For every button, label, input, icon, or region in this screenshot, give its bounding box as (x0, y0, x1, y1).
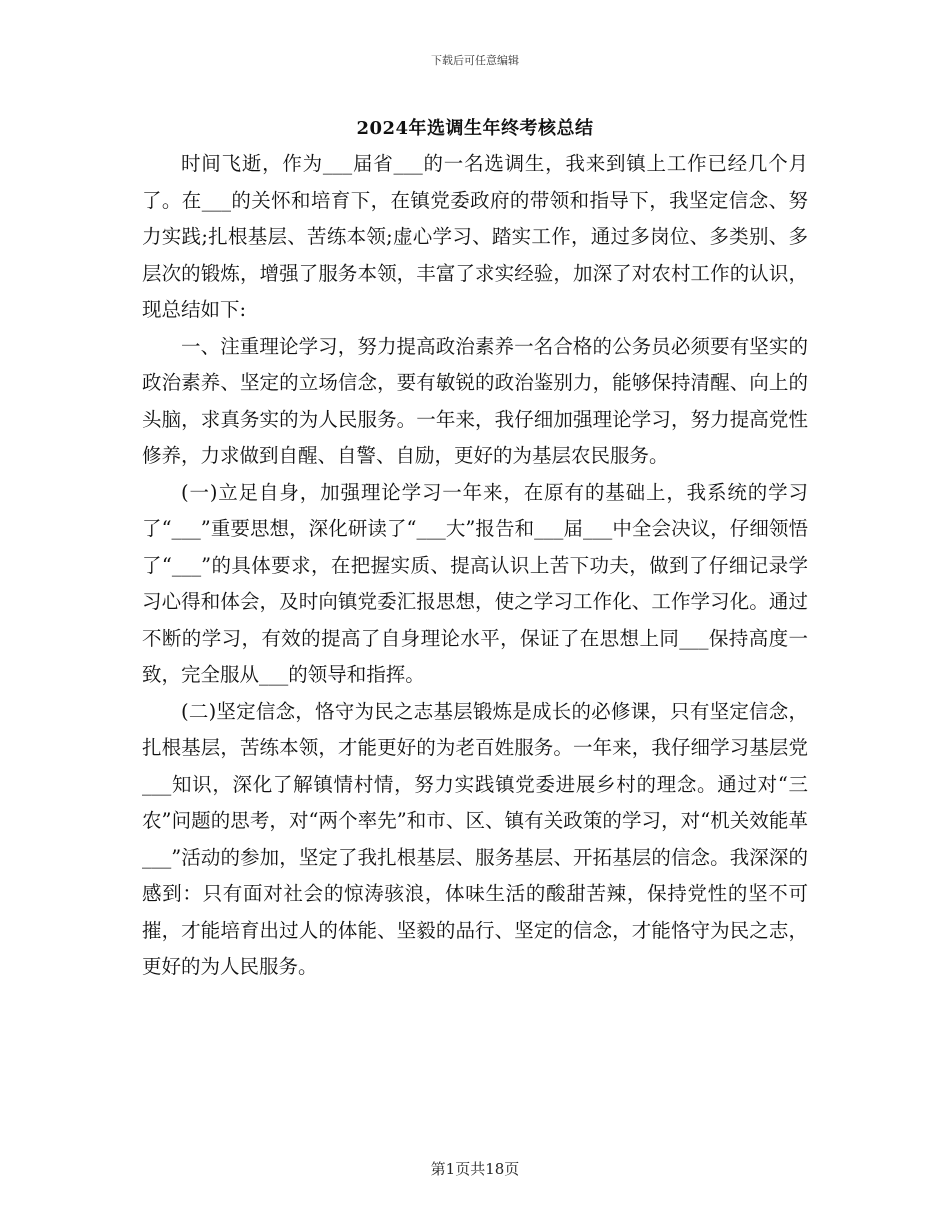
paragraph-subsection-1: (一)立足自身，加强理论学习一年来，在原有的基础上，我系统的学习了“___”重要思想，深化研读了“___大”报告和___届___中全会决议，仔细领悟了“___”的具体要求，在把握实质、提高认识上苦下功夫，做到了仔细记录学习心得和体会，及时向镇党委汇报思想，使之学习工作化、工作学习化。通过不断的学习，有效的提高了自身理论水平，保证了在思想上同___保持高度一致，完全服从___的领导和指挥。 (142, 480, 808, 686)
document-body (142, 146, 808, 986)
paragraph-intro: 时间飞逝，作为___届省___的一名选调生，我来到镇上工作已经几个月了。在___的关怀和培育下，在镇党委政府的带领和指导下，我坚定信念、努力实践;扎根基层、苦练本领;虚心学习、踏实工作，通过多岗位、多类别、多层次的锻炼，增强了服务本领，丰富了求实经验，加深了对农村工作的认识，现总结如下: (142, 152, 808, 321)
document-title: 2024年选调生年终考核总结 (356, 118, 594, 139)
page-number: 第1页共18页 (430, 1160, 520, 1178)
paragraph-section-1: 一、注重理论学习，努力提高政治素养一名合格的公务员必须要有坚实的政治素养、坚定的立场信念，要有敏锐的政治鉴别力，能够保持清醒、向上的头脑，求真务实的为人民服务。一年来，我仔细加强理论学习，努力提高党性修养，力求做到自醒、自警、自励，更好的为基层农民服务。 (142, 334, 808, 467)
page-header-note: 下载后可任意编辑 (431, 54, 519, 67)
paragraph-subsection-2: (二)坚定信念，恪守为民之志基层锻炼是成长的必修课，只有坚定信念，扎根基层，苦练本领，才能更好的为老百姓服务。一年来，我仔细学习基层党___知识，深化了解镇情村情，努力实践镇党委进展乡村的理念。通过对“三农”问题的思考，对“两个率先”和市、区、镇有关政策的学习，对“机关效能革___”活动的参加，坚定了我扎根基层、服务基层、开拓基层的信念。我深深的感到：只有面对社会的惊涛骇浪，体味生活的酸甜苦辣，保持党性的坚不可摧，才能培育出过人的体能、坚毅的品行、坚定的信念，才能恪守为民之志，更好的为人民服务。 (142, 699, 808, 978)
